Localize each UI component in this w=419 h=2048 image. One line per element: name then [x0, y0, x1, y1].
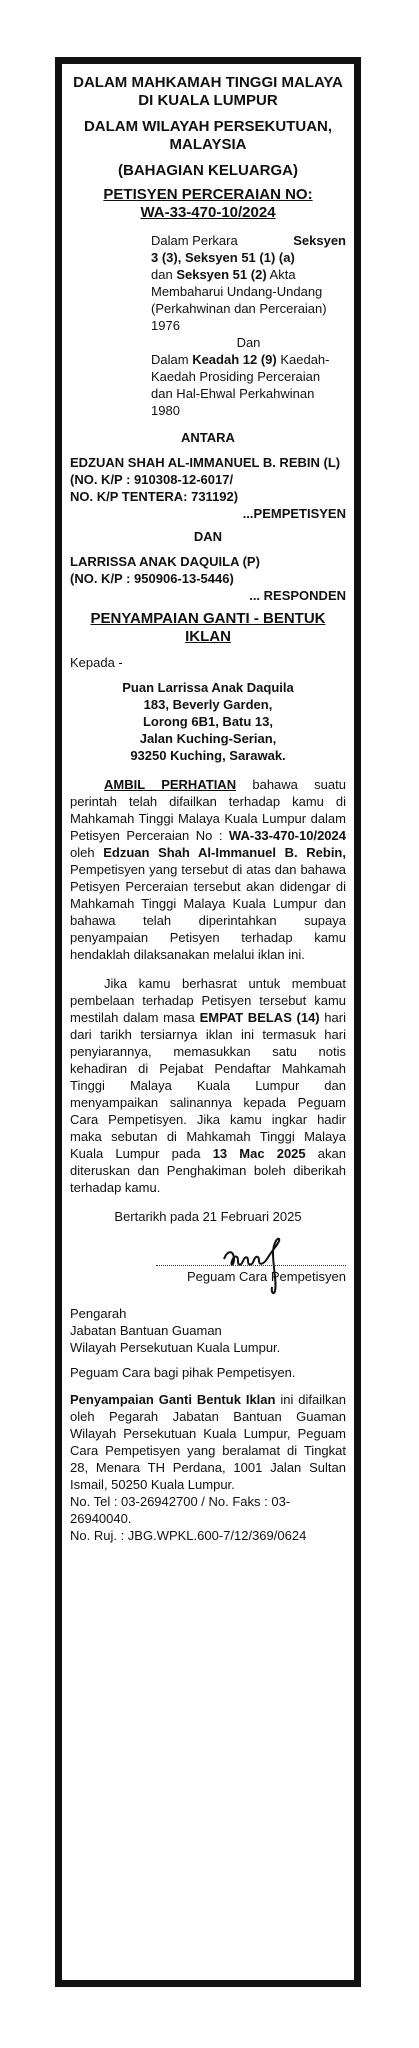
para2-text-2: hari dari tarikh tersiarnya iklan ini termasuk hari penyiarannya, memasukkan satu notis kehadiran di Pejabat Pendaftar Mahkamah Tinggi Malaya Kuala Lumpur dan menyampaikan salinannya kepada Peguam Cara Pempetisyen. Jika kamu ingkar hadir maka sebutan di Mahkamah Tinggi Malaya Kuala Lumpur pada	[70, 1010, 346, 1161]
footer-text: ini difailkan oleh Pegarah Jabatan Bantuan Guaman Wilayah Persekutuan Kuala Lumpur, Peguam Cara Pempetisyen yang beralamat di Tingkat 28, Menara TH Perdana, 1001 Jalan Sultan Ismail, 50250 Kuala Lumpur.	[70, 1392, 346, 1492]
dated-line: Bertarikh pada 21 Februari 2025	[114, 1209, 302, 1224]
signature-line	[156, 1265, 346, 1266]
matter-block	[151, 232, 346, 419]
address-line-4: Jalan Kuching-Serian,	[139, 731, 277, 746]
petitioner-ic: (NO. K/P : 910308-12-6017/	[70, 472, 234, 487]
petitioner-military-ic: NO. K/P TENTERA: 731192)	[70, 489, 239, 504]
matter-l7c: Kaedah-	[276, 352, 330, 367]
territory-line-2: MALAYSIA	[169, 136, 247, 153]
respondent-name: LARRISSA ANAK DAQUILA (P)	[70, 554, 260, 569]
matter-l3b: Seksyen 51 (2)	[176, 267, 267, 282]
respondent-role: ... RESPONDEN	[249, 588, 346, 603]
para1-petitioner: Edzuan Shah Al-Immanuel B. Rebin,	[103, 845, 346, 860]
notice-paragraph-2	[70, 975, 346, 1196]
petitioner-block	[70, 454, 346, 522]
matter-l7b: Keadah 12 (9)	[192, 352, 277, 367]
address-line-3: Lorong 6B1, Batu 13,	[142, 714, 274, 729]
kepada-label: Kepada -	[70, 655, 123, 670]
antara-label: ANTARA	[181, 430, 235, 445]
para2-days: EMPAT BELAS (14)	[199, 1010, 320, 1025]
matter-l3c: Akta	[266, 267, 296, 282]
notice-frame	[55, 57, 361, 1987]
matter-l9: dan Hal-Ehwal Perkahwinan	[151, 386, 315, 401]
respondent-block	[70, 553, 346, 604]
petition-title	[70, 186, 346, 222]
territory-heading	[70, 118, 346, 154]
ambil-perhatian: AMBIL PERHATIAN	[104, 777, 237, 792]
dan-label: DAN	[193, 529, 223, 544]
court-heading	[70, 74, 346, 110]
para2-text-3: akan diteruskan dan Penghakiman boleh diberikah terhadap kamu.	[70, 1146, 346, 1195]
matter-l4: Membaharui Undang-Undang	[151, 284, 323, 299]
para1-text-1: bahawa suatu perintah telah difailkan terhadap kamu di Mahkamah Tinggi Malaya Kuala Lumpur dalam Petisyen Perceraian No :	[70, 777, 346, 843]
address-line-1: Puan Larrissa Anak Daquila	[122, 680, 294, 695]
signature-label: Peguam Cara Pempetisyen	[187, 1269, 346, 1284]
matter-l6: 1976	[151, 318, 180, 333]
matter-l2: 3 (3), Seksyen 51 (1) (a)	[151, 250, 295, 265]
division-heading: (BAHAGIAN KELUARGA)	[118, 162, 298, 179]
respondent-ic: (NO. K/P : 950906-13-5446)	[70, 571, 234, 586]
footer-reference: No. Ruj. : JBG.WPKL.600-7/12/369/0624	[70, 1528, 307, 1543]
matter-l3a: dan	[151, 267, 177, 282]
court-line-1: DALAM MAHKAMAH TINGGI MALAYA	[73, 74, 343, 91]
issuer-block	[70, 1305, 346, 1381]
court-line-2: DI KUALA LUMPUR	[138, 92, 278, 109]
notice-content	[70, 74, 346, 1544]
issuer-line-3: Wilayah Persekutuan Kuala Lumpur.	[70, 1340, 281, 1355]
petitioner-name: EDZUAN SHAH AL-IMMANUEL B. REBIN (L)	[70, 455, 341, 470]
signature-image	[216, 1233, 326, 1295]
para1-text-2: oleh	[70, 845, 104, 860]
signature-block	[70, 1233, 346, 1295]
matter-l8: Kaedah Prosiding Perceraian	[151, 369, 321, 384]
issuer-line-2: Jabatan Bantuan Guaman	[70, 1323, 222, 1338]
address-line-5: 93250 Kuching, Sarawak.	[130, 748, 286, 763]
para2-text-1: Jika kamu berhasrat untuk membuat pembelaan terhadap Petisyen tersebut kamu mestilah dalam masa	[70, 976, 346, 1025]
matter-l7a: Dalam	[151, 352, 193, 367]
footer-phone: No. Tel : 03-26942700 / No. Faks : 03-26940040.	[70, 1494, 291, 1526]
footer-paragraph	[70, 1391, 346, 1493]
recipient-address	[70, 679, 346, 764]
matter-l1a: Dalam Perkara	[151, 233, 238, 248]
petition-title-line: PETISYEN PERCERAIAN NO:	[103, 186, 313, 203]
issuer-line-1: Pengarah	[70, 1306, 127, 1321]
notice-title: PENYAMPAIAN GANTI - BENTUK IKLAN	[90, 610, 326, 645]
issuer-line-4: Peguam Cara bagi pihak Pempetisyen.	[70, 1365, 296, 1380]
footer-bold: Penyampaian Ganti Bentuk Iklan	[70, 1392, 276, 1407]
matter-l1b: Seksyen	[293, 233, 346, 248]
address-line-2: 183, Beverly Garden,	[143, 697, 273, 712]
territory-line-1: DALAM WILAYAH PERSEKUTUAN,	[83, 118, 333, 135]
petition-number: WA-33-470-10/2024	[140, 204, 276, 221]
notice-paragraph-1	[70, 776, 346, 963]
para2-date: 13 Mac 2025	[212, 1146, 306, 1161]
matter-l5: (Perkahwinan dan Perceraian)	[151, 301, 327, 316]
petitioner-role: ...PEMPETISYEN	[242, 506, 346, 521]
para1-petition-no: WA-33-470-10/2024	[228, 828, 346, 843]
matter-l10: 1980	[151, 403, 180, 418]
matter-dan: Dan	[236, 335, 261, 350]
para1-text-3: Pempetisyen yang tersebut di atas dan bahawa Petisyen Perceraian tersebut akan didengar di Mahkamah Tinggi Malaya Kuala Lumpur dan bahawa telah diperintahkan supaya penyampaian Petisyen terhadap kamu hendaklah dilaksanakan melalui iklan ini.	[70, 862, 346, 962]
